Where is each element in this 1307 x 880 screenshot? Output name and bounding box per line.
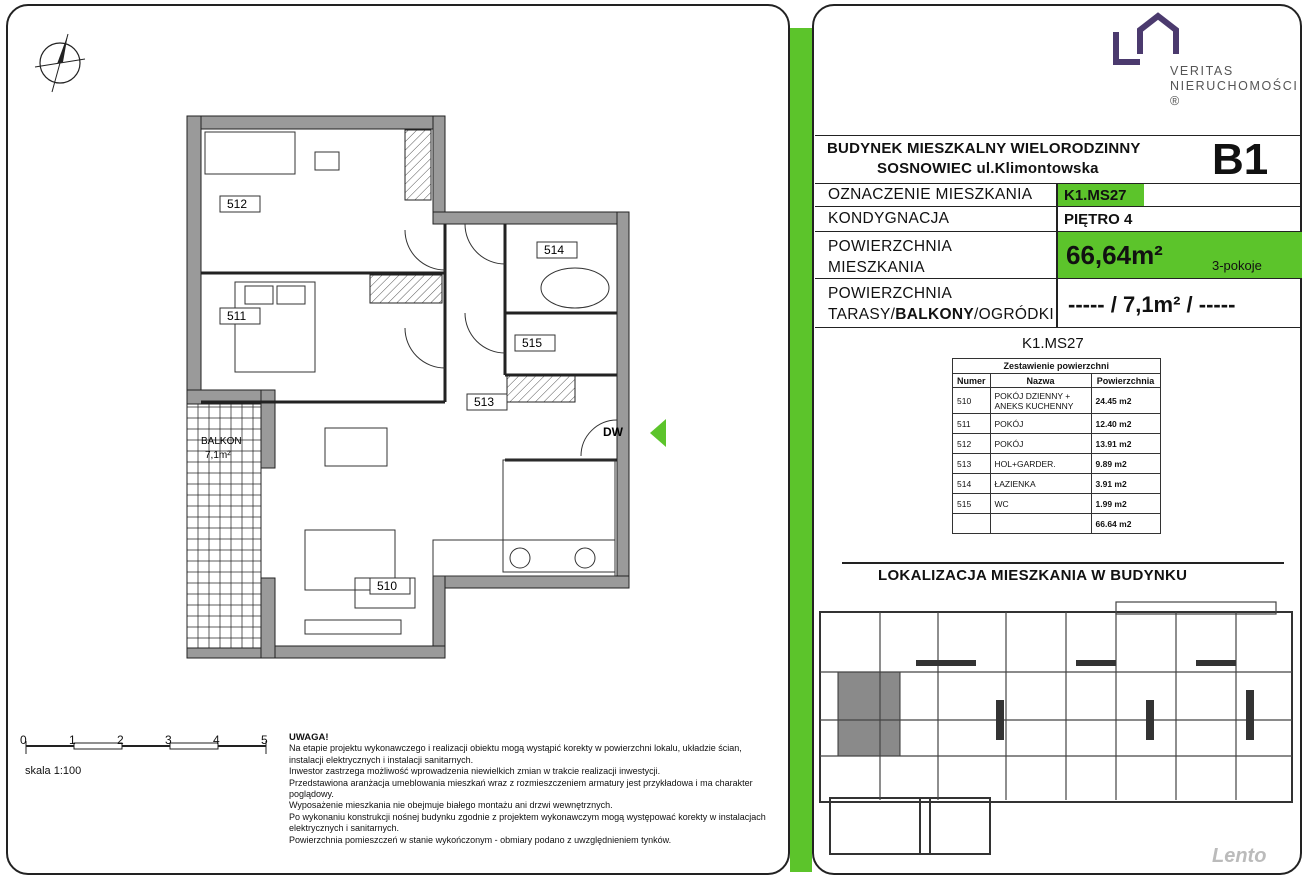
row-divider	[815, 278, 1302, 279]
rooms-value: 3-pokoje	[1212, 258, 1262, 273]
note-line: Przedstawiona aranżacja umeblowania mieszkań wraz z rozmieszczeniem armatury jest przykładowa i ma charakter poglądowy.	[289, 777, 753, 800]
brand-line-1: VERITAS	[1170, 64, 1234, 78]
scale-tick: 5	[261, 733, 268, 747]
accent-bar	[790, 28, 812, 872]
area-label	[828, 236, 952, 278]
terrace-label	[828, 283, 1054, 325]
room-num: 515	[953, 494, 991, 514]
table-row	[953, 388, 1161, 414]
notes-block	[289, 732, 769, 846]
terrace-label-part: BALKONY	[895, 306, 975, 323]
room-num: 513	[953, 454, 991, 474]
col-header: Powierzchnia	[1091, 374, 1160, 388]
veritas-logo-icon	[1110, 10, 1186, 68]
room-num: 511	[953, 414, 991, 434]
designation-label: OZNACZENIE MIESZKANIA	[828, 186, 1033, 203]
row-divider	[815, 206, 1302, 207]
table-row	[953, 474, 1161, 494]
room-area: 13.91 m2	[1091, 434, 1160, 454]
scale-label: skala 1:100	[25, 765, 82, 777]
location-title: LOKALIZACJA MIESZKANIA W BUDYNKU	[878, 567, 1188, 584]
area-label-1: POWIERZCHNIA	[828, 238, 953, 255]
room-area: 3.91 m2	[1091, 474, 1160, 494]
summary-title: Zestawienie powierzchni	[953, 359, 1161, 374]
col-header: Nazwa	[990, 374, 1091, 388]
scale-tick: 2	[117, 733, 124, 747]
room-num: 510	[953, 388, 991, 414]
designation-value: K1.MS27	[1064, 187, 1127, 204]
terrace-label-part: /OGRÓDKI	[974, 306, 1054, 323]
summary-caption: K1.MS27	[1022, 335, 1084, 352]
brand-name	[1170, 64, 1307, 109]
room-name: POKÓJ	[990, 414, 1091, 434]
table-row	[953, 494, 1161, 514]
area-label-2: MIESZKANIA	[828, 259, 925, 276]
col-header: Numer	[953, 374, 991, 388]
area-value: 66,64m²	[1066, 240, 1163, 270]
building-line-2: SOSNOWIEC ul.Klimontowska	[877, 160, 1099, 177]
room-name: POKÓJ	[990, 434, 1091, 454]
table-row	[953, 414, 1161, 434]
table-total-row	[953, 514, 1161, 534]
room-area: 24.45 m2	[1091, 388, 1160, 414]
compass-icon	[30, 32, 90, 94]
balcony-label: BALKON	[201, 436, 242, 447]
summary-table	[952, 358, 1161, 534]
building-line-1: BUDYNEK MIESZKALNY WIELORODZINNY	[827, 140, 1141, 157]
room-num: 514	[953, 474, 991, 494]
scale-tick: 3	[165, 733, 172, 747]
floor-label: KONDYGNACJA	[828, 210, 950, 227]
room-label-515: 515	[522, 336, 543, 350]
note-line: Po wykonaniu konstrukcji nośnej budynku zgodnie z projektem wykonawczym mogą występować korekty w instalacjach elektrycznych i sanitarnych.	[289, 811, 766, 834]
terrace-value: ----- / 7,1m² / -----	[1068, 292, 1236, 317]
total-area: 66.64 m2	[1091, 514, 1160, 534]
building-code: B1	[1212, 135, 1269, 184]
room-name: ŁAZIENKA	[990, 474, 1091, 494]
scale-tick: 4	[213, 733, 220, 747]
room-area: 1.99 m2	[1091, 494, 1160, 514]
floor-value: PIĘTRO 4	[1064, 211, 1133, 228]
scale-ticks	[20, 733, 280, 747]
table-row	[953, 434, 1161, 454]
note-line: Powierzchnia pomieszczeń w stanie wykończonym - obmiary podano z uwzględnieniem tynków.	[289, 834, 672, 845]
room-name: HOL+GARDER.	[990, 454, 1091, 474]
room-num: 512	[953, 434, 991, 454]
terrace-label-part: TARASY/	[828, 306, 896, 323]
room-label-510: 510	[377, 579, 398, 593]
room-name: WC	[990, 494, 1091, 514]
building-title	[827, 139, 1141, 179]
floor-plan-drawing	[165, 110, 645, 670]
room-area: 9.89 m2	[1091, 454, 1160, 474]
terrace-label-2	[828, 304, 1054, 325]
building-location-plan	[816, 600, 1300, 862]
dw-label: DW	[603, 425, 623, 439]
room-label-513: 513	[474, 395, 495, 409]
room-label-512: 512	[227, 197, 248, 211]
note-line: Inwestor zastrzega możliwość wprowadzenia niewielkich zmian w trakcie realizacji inwestycji.	[289, 766, 661, 777]
brand-line-2: NIERUCHOMOŚCI ®	[1170, 79, 1299, 108]
column-divider	[1056, 183, 1058, 327]
scale-tick: 0	[20, 733, 27, 747]
note-line: Na etapie projektu wykonawczego i realizacji obiektu mogą wystąpić korekty w powierzchni lokalu, układzie ścian, instalacji elektrycznych i instalacji sanitarnych.	[289, 743, 742, 765]
notes-title: UWAGA!	[289, 732, 329, 743]
watermark: Lento	[1212, 845, 1267, 867]
note-line: Wyposażenie mieszkania nie obejmuje białego montażu ani drzwi wewnętrznych.	[289, 800, 613, 811]
row-divider	[815, 327, 1302, 328]
terrace-label-1: POWIERZCHNIA	[828, 285, 953, 302]
room-area: 12.40 m2	[1091, 414, 1160, 434]
entrance-arrow-icon	[650, 419, 666, 447]
room-label-514: 514	[544, 243, 565, 257]
scale-tick: 1	[69, 733, 76, 747]
room-label-511: 511	[227, 309, 247, 323]
balcony-area: 7,1m²	[205, 450, 231, 461]
room-name: POKÓJ DZIENNY + ANEKS KUCHENNY	[990, 388, 1091, 414]
location-divider	[842, 562, 1284, 564]
table-row	[953, 454, 1161, 474]
